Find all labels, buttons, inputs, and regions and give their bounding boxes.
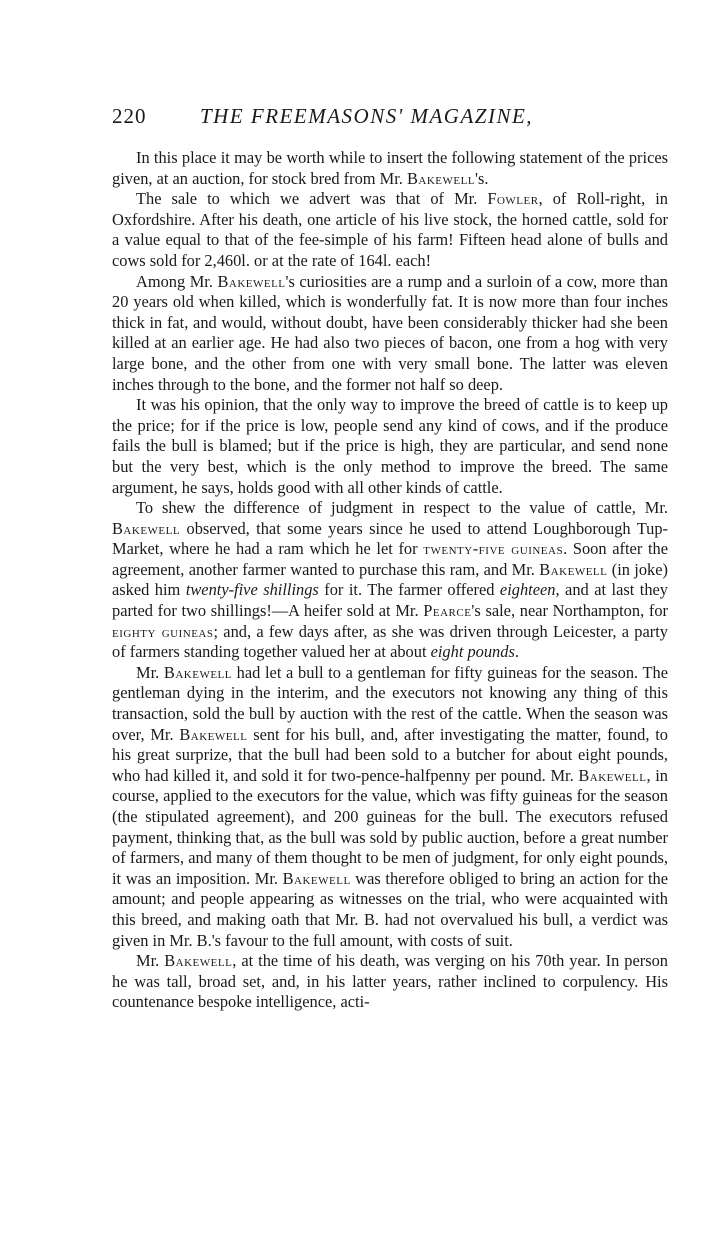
small-caps-text: Bakewell [217,271,286,291]
italic-text: twenty-five shillings [185,580,319,600]
small-caps-text: Bakewell [282,868,351,888]
text-run: 's. [475,168,489,188]
text-run: was therefore obliged to bring an action for the amount; and people appearing as witnesses on the trial, who were acquainted with this breed, and making oath that Mr. B. had not overvalued his bull, a verdict was given in Mr. B.'s favour to the full amount, with costs of suit. [112,868,668,950]
small-caps-text: Pearce [423,601,472,621]
text-run: It was his opinion, that the only way to improve the breed of cattle is to keep up the price; for if the price is low, people send any kind of cows, and if the produce fails the bull is blamed; but if the price is high, they are particular, and send none but the very best, which is the only method to improve the breed. The same argument, he says, holds good with all other kinds of cattle. [112,395,668,497]
italic-text: eighteen [499,580,556,600]
text-run: , at the time of his death, was verging on his 70th year. In person he was tall, broad set, and, in his latter years, rather inclined to corpulency. His countenance bespoke intelligence, acti- [112,951,668,1012]
text-run: , of Roll-right, in Oxfordshire. After his death, one article of his live stock, the horned cattle, sold for a value equal to that of the fee-simple of his farm! Fifteen head alone of bulls and cows sold for 2,460l. or at the rate of 164l. each! [112,189,668,270]
text-run: The sale to which we advert was that of Mr. [136,189,488,209]
magazine-title: THE FREEMASONS' MAGAZINE, [200,104,534,128]
text-run: In this place it may be worth while to insert the following statement of the prices given, at an auction, for stock bred from Mr. [112,148,668,188]
small-caps-text: Bakewell [164,951,233,971]
text-run: To shew the difference of judgment in respect to the value of cattle, Mr. [136,498,668,518]
page-number: 220 [112,104,147,128]
paragraph [112,272,668,396]
text-run: Mr. [136,951,165,971]
paragraph [112,395,668,498]
text-run: sent for his bull, and, after investigating the matter, found, to his great surprize, that the bull had been sold to a butcher for about eight pounds, who had killed it, and sold it for two-pence-halfpenny per pound. Mr. [112,724,668,785]
paragraph [112,498,668,663]
running-head [112,104,672,134]
small-caps-text: Bakewell [406,168,476,188]
paragraph [112,951,668,1013]
text-run: , in course, applied to the executors for the value, which was fifty guineas for the season (the stipulated agreement), and 200 guineas for the bull. The executors refused payment, thinking that, as the bull was sold by public auction, before a great number of farmers, and many of them thought to be men of judgment, for only eight pounds, it was an imposition. Mr. [112,765,668,888]
small-caps-text: Bakewell [179,724,248,744]
text-run: (in joke) asked him [112,559,668,600]
article-body [112,148,668,1013]
small-caps-text: twenty-five guineas [423,539,564,559]
small-caps-text: Bakewell [578,765,647,785]
text-run: . [514,642,519,662]
text-run: . Soon after the agreement, another farmer wanted to purchase this ram, and Mr. [112,539,668,579]
paragraph [112,148,668,189]
small-caps-text: eighty guineas [112,621,214,641]
small-caps-text: Bakewell [539,559,608,579]
paragraph [112,189,668,271]
small-caps-text: Fowler [487,189,539,209]
text-run: , and at last they parted for two shillings!—A heifer sold at Mr. [112,580,668,621]
small-caps-text: Bakewell [163,662,232,682]
paragraph [112,663,668,951]
text-run: for it. The farmer offered [318,580,500,600]
text-run: Among Mr. [136,271,218,291]
small-caps-text: Bakewell [112,518,181,538]
text-run: 's sale, near Northampton, for [471,601,668,621]
text-run: ; and, a few days after, as she was driven through Leicester, a party of farmers standing together valued her at about [112,621,668,662]
text-run: observed, that some years since he used to attend Loughborough Tup-Market, where he had a ram which he let for [112,518,668,559]
italic-text: eight pounds [430,642,515,662]
text-run: 's curiosities are a rump and a surloin of a cow, more than 20 years old when killed, which is wonderfully fat. It is now more than four inches thick in fat, and would, without doubt, have been considerably thicker had she been killed at an earlier age. He had also two pieces of bacon, one from a hog with very large bone, and the other from one with very small bone. The latter was eleven inches through to the bone, and the former not half so deep. [112,271,668,394]
text-run: had let a bull to a gentleman for fifty guineas for the season. The gentleman dying in the interim, and the executors not knowing any thing of this transaction, sold the bull by auction with the rest of the cattle. When the season was over, Mr. [112,662,669,744]
text-run: Mr. [136,662,164,682]
